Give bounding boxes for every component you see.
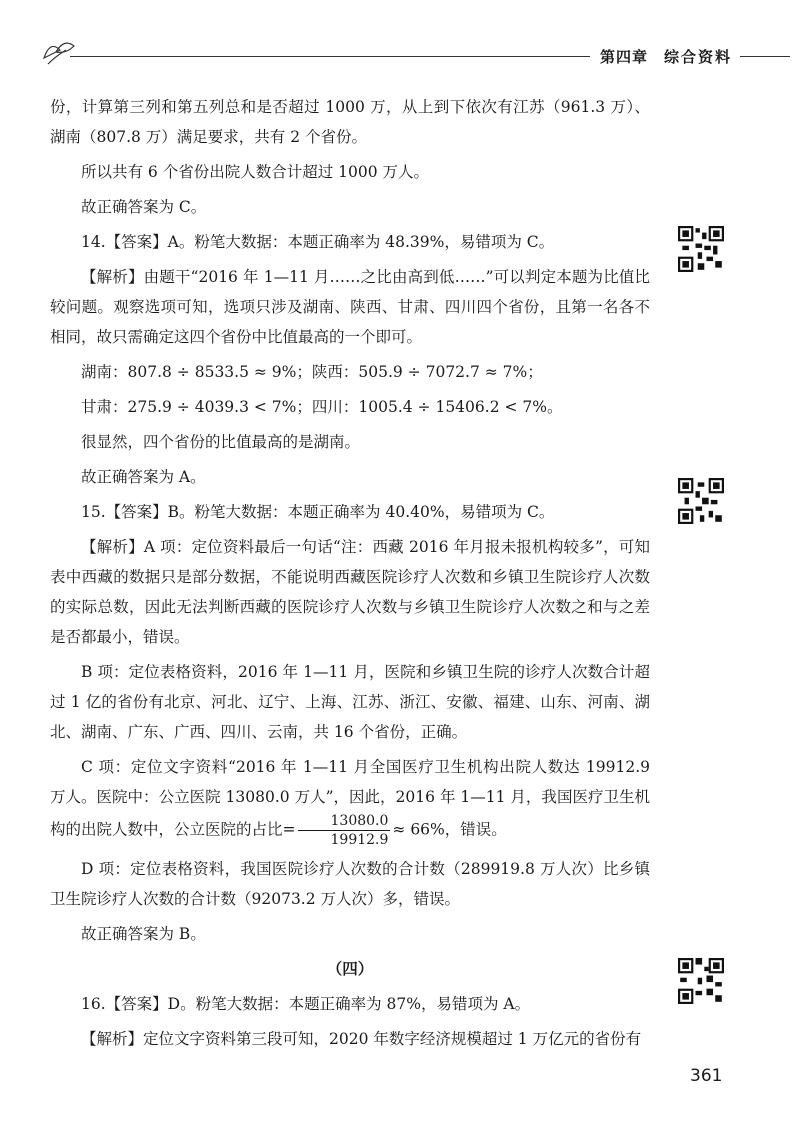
page-number: 361	[690, 1066, 723, 1086]
analysis-15-d: D 项：定位表格资料，我国医院诊疗人次数的合计数（289919.8 万人次）比乡镇卫生院诊疗人次数的合计数（92073.2 万人次）多，错误。	[50, 860, 650, 908]
answer-15: 15.【答案】B。粉笔大数据：本题正确率为 40.40%，易错项为 C。	[81, 503, 555, 521]
paragraph: 故正确答案为 A。	[81, 468, 206, 486]
qr-code-icon[interactable]	[678, 958, 724, 1004]
fraction-numerator: 13080.0	[298, 812, 391, 831]
analysis-14: 【解析】由题干“2016 年 1—11 月……之比由高到低……”可以判定本题为比值比较问题。观察选项可知，选项只涉及湖南、陕西、甘肃、四川四个省份，且第一名各不相同，故只需确定这四个省份中比值最高的一个即可。	[50, 268, 650, 346]
analysis-15-c-tail: ≈ 66%，错误。	[392, 820, 507, 839]
analysis-15-a: 【解析】A 项：定位资料最后一句话“注：西藏 2016 年月报未报机构较多”，可知表中西藏的数据只是部分数据，不能说明西藏医院诊疗人次数和乡镇卫生院诊疗人次数的实际总数，因此无法判断西藏的医院诊疗人次数与乡镇卫生院诊疗人次数之和与之差是否都最小，错误。	[50, 538, 650, 646]
analysis-15-c-text: C 项：定位文字资料“2016 年 1—11 月全国医疗卫生机构出院人数达 19912.9 万人。医院中：公立医院 13080.0 万人”，因此，2016 年 1—11 月，我国医疗卫生机构的出院人数中，公立医院的占比=	[50, 758, 650, 839]
paragraph: 所以共有 6 个省份出院人数合计超过 1000 万人。	[81, 163, 430, 181]
page-content	[50, 92, 650, 1059]
paragraph: 份，计算第三列和第五列总和是否超过 1000 万，从上到下依次有江苏（961.3 万）、湖南（807.8 万）满足要求，共有 2 个省份。	[50, 98, 650, 146]
header-rule-right	[740, 56, 790, 57]
paragraph: 故正确答案为 B。	[81, 925, 206, 943]
qr-code-icon[interactable]	[678, 226, 724, 272]
section-label: 综合资料	[664, 48, 733, 66]
answer-14: 14.【答案】A。粉笔大数据：本题正确率为 48.39%，易错项为 C。	[81, 233, 555, 251]
fraction	[298, 812, 391, 849]
paragraph: 故正确答案为 C。	[81, 198, 207, 216]
fraction-denominator: 19912.9	[330, 832, 389, 848]
analysis-15-c	[50, 752, 650, 849]
analysis-16: 【解析】定位文字资料第三段可知，2020 年数字经济规模超过 1 万亿元的省份有	[81, 1030, 642, 1048]
header-rule-left	[70, 56, 590, 57]
answer-16: 16.【答案】D。粉笔大数据：本题正确率为 87%，易错项为 A。	[81, 995, 531, 1013]
analysis-15-b: B 项：定位表格资料，2016 年 1—11 月，医院和乡镇卫生院的诊疗人次数合计超过 1 亿的省份有北京、河北、辽宁、上海、江苏、浙江、安徽、福建、山东、河南、湖北、湖南、广东、广西、四川、云南，共 16 个省份，正确。	[50, 663, 650, 741]
leaf-icon	[40, 38, 80, 68]
calc-line-2: 甘肃：275.9 ÷ 4039.3 < 7%；四川：1005.4 ÷ 15406.2 < 7%。	[81, 398, 563, 416]
section-heading: （四）	[326, 959, 374, 978]
chapter-label: 第四章	[600, 48, 649, 66]
calc-line-1: 湖南：807.8 ÷ 8533.5 ≈ 9%；陕西：505.9 ÷ 7072.7 ≈ 7%；	[81, 363, 543, 381]
qr-code-icon[interactable]	[678, 478, 724, 524]
page-header	[40, 38, 790, 68]
paragraph: 很显然，四个省份的比值最高的是湖南。	[81, 433, 361, 451]
